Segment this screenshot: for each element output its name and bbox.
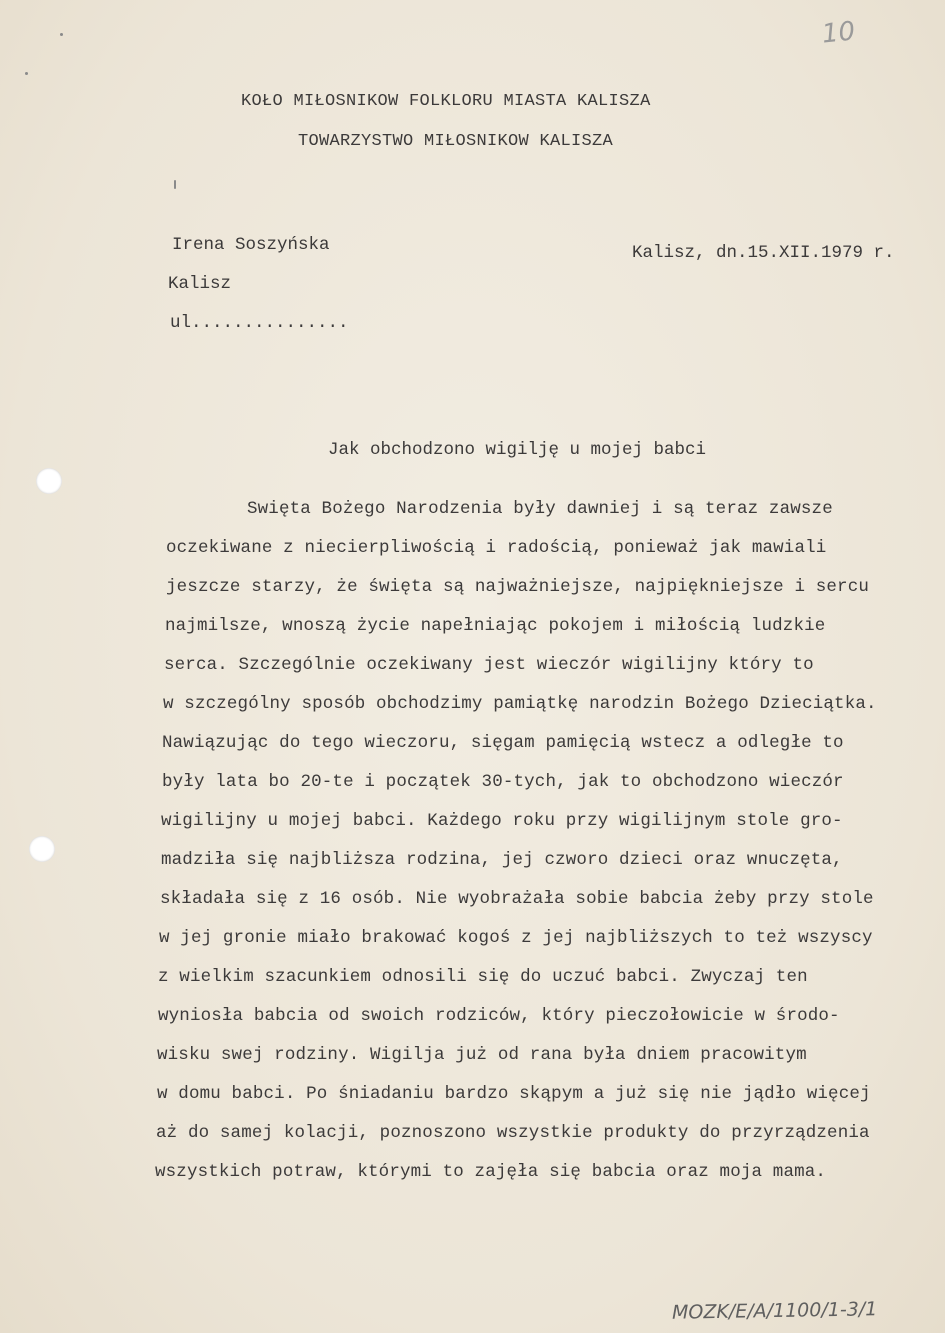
body-line: w domu babci. Po śniadaniu bardzo skąpym a już się nie jądło więcej (157, 1084, 871, 1104)
body-line: z wielkim szacunkiem odnosili się do uczuć babci. Zwyczaj ten (158, 967, 808, 987)
date-line: Kalisz, dn.15.XII.1979 r. (632, 243, 895, 263)
document-title: Jak obchodzono wigilję u mojej babci (328, 440, 707, 460)
body-line: wyniosła babcia od swoich rodziców, który pieczołowicie w środo- (158, 1006, 840, 1026)
header-organization: KOŁO MIŁOSNIKOW FOLKLORU MIASTA KALISZA (241, 92, 651, 111)
body-line: były lata bo 20-te i początek 30-tych, jak to obchodzono wieczór (162, 772, 844, 792)
body-line: Swięta Bożego Narodzenia były dawniej i są teraz zawsze (247, 499, 833, 519)
body-line: aż do samej kolacji, poznoszono wszystkie produkty do przyrządzenia (156, 1123, 870, 1143)
body-line: najmilsze, wnoszą życie napełniając pokojem i miłością ludzkie (165, 616, 826, 636)
paper-speck (60, 33, 63, 36)
body-line: wigilijny u mojej babci. Każdego roku przy wigilijnym stole gro- (161, 811, 843, 831)
body-line: serca. Szczególnie oczekiwany jest wieczór wigilijny który to (164, 655, 814, 675)
header-society: TOWARZYSTWO MIŁOSNIKOW KALISZA (298, 132, 614, 151)
body-line: składała się z 16 osób. Nie wyobrażała sobie babcia żeby przy stole (160, 889, 874, 909)
body-line: Nawiązując do tego wieczoru, sięgam pamięcią wstecz a odległe to (162, 733, 844, 753)
paper-speck (174, 180, 176, 189)
body-line: wszystkich potraw, którymi to zajęła się babcia oraz moja mama. (155, 1162, 827, 1182)
punch-hole-top (36, 468, 62, 494)
sender-street: ul............... (170, 313, 349, 333)
body-line: oczekiwane z niecierpliwością i radością, ponieważ jak mawiali (166, 538, 827, 558)
punch-hole-bottom (29, 836, 55, 862)
handwritten-page-number: 10 (820, 16, 857, 50)
body-line: w szczególny sposób obchodzimy pamiątkę narodzin Bożego Dzieciątka. (163, 694, 877, 714)
body-line: jeszcze starzy, że święta są najważniejsze, najpiękniejsze i sercu (166, 577, 870, 597)
body-line: wisku swej rodziny. Wigilja już od rana była dniem pracowitym (157, 1045, 807, 1065)
archive-signature: MOZK/E/A/1100/1-3/1 (671, 1298, 878, 1324)
sender-name: Irena Soszyńska (172, 235, 330, 255)
paper-speck (25, 72, 28, 75)
sender-city: Kalisz (168, 274, 232, 294)
body-line: madziła się najbliższa rodzina, jej czworo dzieci oraz wnuczęta, (161, 850, 843, 870)
body-line: w jej gronie miało brakować kogoś z jej najbliższych to też wszyscy (159, 928, 873, 948)
